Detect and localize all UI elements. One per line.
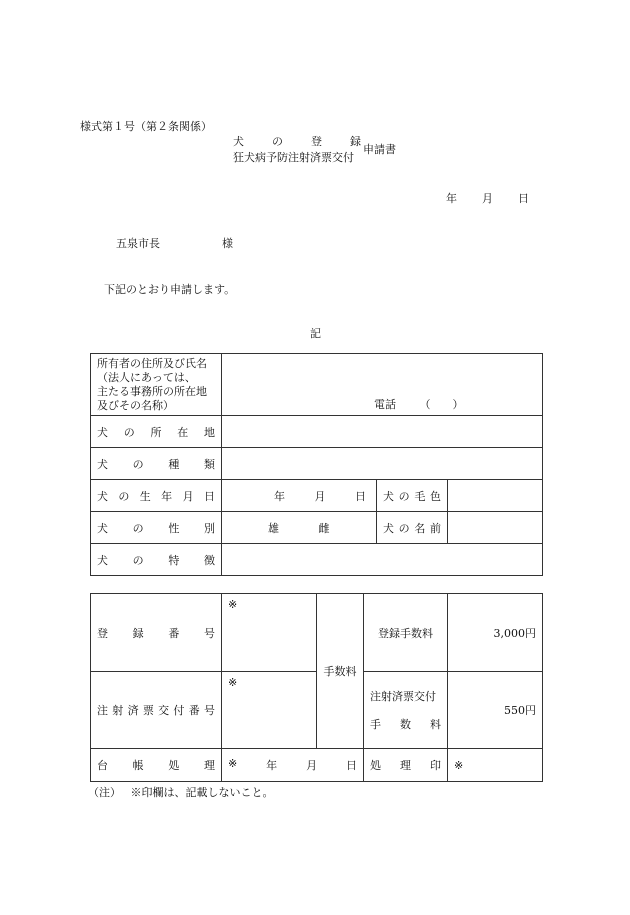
label-char: 在 — [177, 425, 189, 439]
label-char: 別 — [203, 521, 215, 535]
label-char: の — [118, 489, 130, 503]
name-value-cell — [448, 512, 543, 544]
label-char: 犬 — [383, 489, 394, 503]
reg-number-row — [91, 594, 543, 672]
label-char: 毛 — [414, 489, 426, 503]
label-char: 付 — [173, 704, 185, 717]
addressee-name: 五泉市長 — [116, 237, 160, 250]
features-label-cell — [91, 544, 222, 576]
birth-label-cell — [91, 480, 222, 512]
location-value-cell — [222, 416, 543, 448]
owner-label-line: 及びその名称） — [97, 398, 174, 412]
label-char: 犬 — [383, 521, 394, 535]
label-char: 名 — [414, 521, 426, 535]
inj-fee-amount: 550円 — [504, 704, 536, 717]
form-number: 様式第１号（第２条関係） — [80, 120, 212, 133]
title-char: 犬 — [233, 135, 244, 148]
inj-number-value-cell — [222, 672, 317, 749]
note-prefix: （注） — [88, 786, 121, 799]
label-char: 犬 — [97, 553, 108, 567]
ledger-row — [91, 749, 543, 782]
label-char: 帳 — [132, 759, 144, 772]
breed-label-cell — [91, 448, 222, 480]
addressee-honorific: 様 — [222, 237, 233, 250]
title-char: の — [272, 135, 283, 148]
title-char: 登 — [311, 135, 322, 148]
sex-value-cell — [222, 512, 377, 544]
office-use-mark: ※ — [454, 758, 464, 772]
reg-fee-amount-cell — [448, 594, 543, 672]
inj-fee-label-cell — [364, 672, 448, 749]
ledger-date-cell — [222, 749, 364, 782]
fee-label: 手数料 — [323, 665, 357, 678]
title-line1 — [233, 133, 361, 149]
dog-info-table — [90, 353, 543, 576]
sex-female-option: 雌 — [318, 521, 330, 535]
title-char: 録 — [350, 135, 361, 148]
label-char: 号 — [203, 704, 215, 717]
name-label-cell — [377, 512, 448, 544]
ledger-label-cell — [91, 749, 222, 782]
location-label-cell — [91, 416, 222, 448]
birth-day-unit: 日 — [355, 489, 366, 503]
label-char: 数 — [400, 718, 411, 731]
sex-male-option: 雄 — [268, 521, 279, 535]
label-char: 料 — [430, 718, 441, 731]
date-day-label: 日 — [518, 192, 529, 205]
label-char: 射 — [112, 704, 124, 717]
breed-value-cell — [222, 448, 543, 480]
features-row — [91, 544, 543, 576]
inj-number-label-cell — [91, 672, 222, 749]
label-char: の — [398, 489, 410, 503]
label-char: 種 — [168, 457, 180, 471]
ledger-day-unit: 日 — [345, 759, 357, 772]
label-char: 地 — [204, 425, 215, 439]
label-char: 理 — [400, 759, 411, 772]
color-value-cell — [448, 480, 543, 512]
sex-row — [91, 512, 543, 544]
label-char: 印 — [430, 759, 441, 772]
date-line — [446, 190, 529, 206]
label-char: 類 — [203, 457, 215, 471]
title-suffix: 申請書 — [363, 143, 396, 156]
label-char: 交 — [158, 704, 170, 717]
ki-label: 記 — [310, 327, 321, 340]
ledger-month-unit: 月 — [306, 759, 318, 772]
label-char: 犬 — [97, 457, 108, 471]
label-char: 年 — [161, 489, 173, 503]
date-month-label: 月 — [482, 192, 493, 205]
birth-month-unit: 月 — [314, 489, 326, 503]
color-label-cell — [377, 480, 448, 512]
inj-fee-label-line2 — [370, 716, 441, 732]
owner-label-line: 主たる事務所の所在地 — [97, 384, 207, 398]
reg-fee-amount: 3,000円 — [493, 626, 536, 640]
owner-label-line: （法人にあっては、 — [97, 370, 196, 384]
label-char: 手 — [370, 718, 381, 731]
label-char: 犬 — [97, 489, 108, 503]
office-use-table — [90, 593, 543, 782]
label-char: 済 — [127, 704, 139, 717]
label-char: 処 — [168, 759, 180, 772]
label-char: 前 — [429, 521, 441, 535]
note-text: ※印欄は、記載しないこと。 — [130, 786, 274, 799]
phone-label: 電話 — [374, 398, 396, 411]
birth-row — [91, 480, 543, 512]
label-char: 生 — [139, 489, 151, 503]
office-use-mark: ※ — [228, 676, 238, 689]
label-char: の — [398, 521, 410, 535]
birth-value-cell — [222, 480, 377, 512]
inj-fee-amount-cell — [448, 672, 543, 749]
owner-label-cell — [91, 354, 222, 416]
reg-number-value-cell — [222, 594, 317, 672]
label-char: 処 — [370, 759, 381, 772]
label-char: の — [132, 553, 144, 567]
label-char: 性 — [168, 521, 180, 535]
reg-fee-label: 登録手数料 — [378, 626, 433, 640]
fee-label-cell — [317, 594, 364, 749]
label-char: 号 — [203, 626, 215, 640]
date-year-label: 年 — [446, 192, 457, 205]
request-text: 下記のとおり申請します。 — [104, 283, 236, 296]
label-char: 色 — [429, 489, 441, 503]
seal-label-cell — [364, 749, 448, 782]
inj-fee-label-line1: 注射済票交付 — [370, 690, 436, 703]
label-char: 理 — [203, 759, 215, 772]
office-use-mark: ※ — [228, 598, 238, 611]
note — [88, 784, 274, 800]
breed-row — [91, 448, 543, 480]
sex-label-cell — [91, 512, 222, 544]
label-char: 台 — [97, 759, 108, 772]
title-line2: 狂犬病予防注射済票交付 — [233, 151, 354, 164]
label-char: 番 — [188, 704, 200, 717]
label-char: 注 — [97, 704, 108, 717]
label-char: 月 — [182, 489, 194, 503]
ledger-year-unit: 年 — [266, 759, 278, 772]
office-use-mark: ※ — [228, 757, 238, 770]
label-char: 録 — [132, 626, 144, 640]
birth-year-unit: 年 — [274, 489, 285, 503]
label-char: 徴 — [203, 553, 215, 567]
label-char: の — [123, 425, 135, 439]
owner-label-line: 所有者の住所及び氏名 — [97, 356, 207, 370]
seal-value-cell — [448, 749, 543, 782]
reg-fee-label-cell — [364, 594, 448, 672]
features-value-cell — [222, 544, 543, 576]
owner-value-cell — [222, 354, 543, 416]
label-char: 所 — [150, 425, 162, 439]
label-char: 犬 — [97, 425, 108, 439]
phone-parens: （ ） — [419, 398, 464, 411]
label-char: の — [132, 521, 144, 535]
label-char: 犬 — [97, 521, 108, 535]
label-char: 票 — [142, 704, 154, 717]
label-char: の — [132, 457, 144, 471]
owner-row — [91, 354, 543, 416]
label-char: 登 — [97, 626, 108, 640]
reg-number-label-cell — [91, 594, 222, 672]
location-row — [91, 416, 543, 448]
label-char: 番 — [168, 626, 180, 640]
label-char: 日 — [203, 489, 215, 503]
label-char: 特 — [168, 553, 180, 567]
